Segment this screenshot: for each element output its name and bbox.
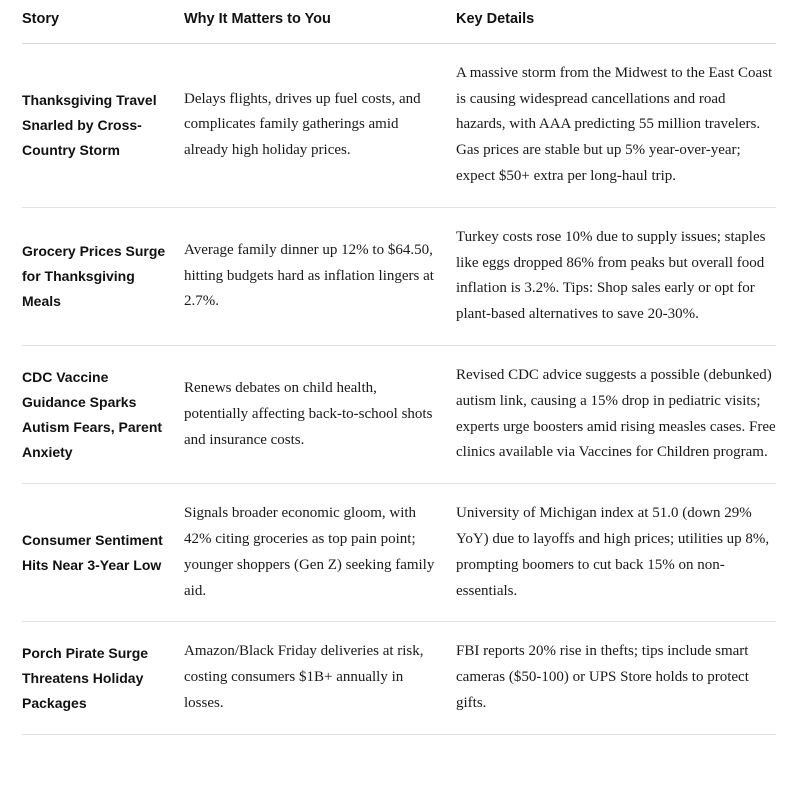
cell-key-details: Revised CDC advice suggests a possible (debunked) autism link, causing a 15% drop in pediatric visits; experts urge boosters amid rising measles cases. Free clinics available via Vaccines for Children program. [456, 346, 776, 484]
table-header-row [22, 0, 776, 43]
table-body [22, 43, 776, 734]
table-row [22, 346, 776, 484]
table-row [22, 43, 776, 207]
cell-why-it-matters: Amazon/Black Friday deliveries at risk, costing consumers $1B+ annually in losses. [184, 622, 456, 734]
news-summary-table [22, 0, 776, 735]
cell-story: CDC Vaccine Guidance Sparks Autism Fears, Parent Anxiety [22, 346, 184, 484]
column-header-story: Story [22, 0, 184, 43]
cell-key-details: FBI reports 20% rise in thefts; tips include smart cameras ($50-100) or UPS Store holds to protect gifts. [456, 622, 776, 734]
cell-key-details: Turkey costs rose 10% due to supply issues; staples like eggs dropped 86% from peaks but overall food inflation is 3.2%. Tips: Shop sales early or opt for plant-based alternatives to save 20-30%. [456, 207, 776, 345]
cell-why-it-matters: Average family dinner up 12% to $64.50, hitting budgets hard as inflation lingers at 2.7%. [184, 207, 456, 345]
table-row [22, 207, 776, 345]
table-row [22, 622, 776, 734]
column-header-why-it-matters: Why It Matters to You [184, 0, 456, 43]
column-header-key-details: Key Details [456, 0, 776, 43]
cell-why-it-matters: Renews debates on child health, potentially affecting back-to-school shots and insurance costs. [184, 346, 456, 484]
cell-story: Thanksgiving Travel Snarled by Cross-Country Storm [22, 43, 184, 207]
cell-story: Consumer Sentiment Hits Near 3-Year Low [22, 484, 184, 622]
cell-story: Grocery Prices Surge for Thanksgiving Meals [22, 207, 184, 345]
cell-why-it-matters: Signals broader economic gloom, with 42% citing groceries as top pain point; younger shoppers (Gen Z) seeking family aid. [184, 484, 456, 622]
table-header [22, 0, 776, 43]
cell-key-details: University of Michigan index at 51.0 (down 29% YoY) due to layoffs and high prices; utilities up 8%, prompting boomers to cut back 15% on non-essentials. [456, 484, 776, 622]
cell-key-details: A massive storm from the Midwest to the East Coast is causing widespread cancellations and road hazards, with AAA predicting 55 million travelers. Gas prices are stable but up 5% year-over-year; expect $50+ extra per long-haul trip. [456, 43, 776, 207]
cell-why-it-matters: Delays flights, drives up fuel costs, and complicates family gatherings amid already high holiday prices. [184, 43, 456, 207]
table-row [22, 484, 776, 622]
cell-story: Porch Pirate Surge Threatens Holiday Packages [22, 622, 184, 734]
